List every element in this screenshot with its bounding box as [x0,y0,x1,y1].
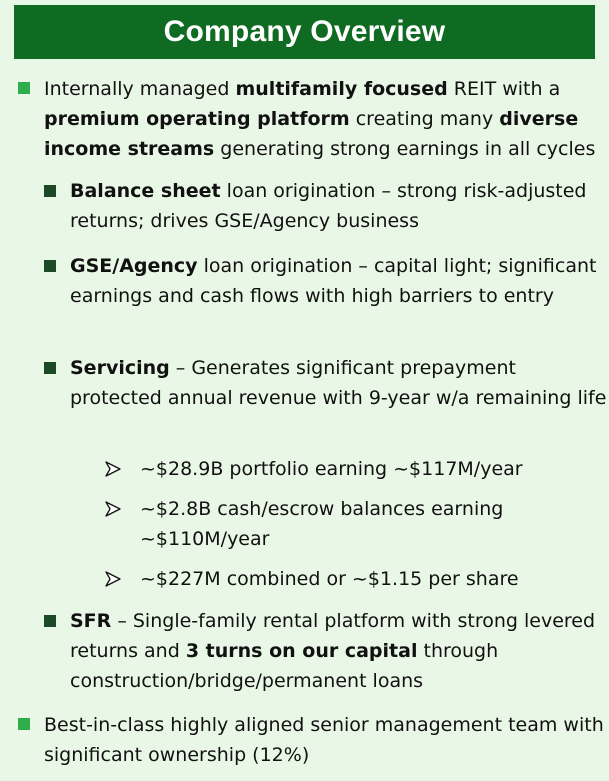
bold-segment: SFR [70,610,112,632]
bold-segment: premium operating platform [44,108,350,130]
text-segment: through construction/bridge/permanent loans [70,640,499,692]
bold-segment: diverse income streams [44,108,579,160]
bullet-square-icon [18,718,30,730]
page-title: Company Overview [163,15,446,48]
text-segment: loan origination – strong risk-adjusted returns; drives GSE/Agency business [70,180,587,232]
bullet-sfr [70,606,607,696]
bullet-square-icon [18,82,30,94]
bullet-gse-agency [70,251,607,311]
sub-bullet-square-icon [44,185,56,197]
bullet-management-team: Best-in-class highly aligned senior management team with significant ownership (12%) [44,714,604,766]
text-segment: generating strong earnings in all cycles [214,138,596,160]
arrowhead-bullet-icon [104,570,122,588]
sub-bullet-square-icon [44,260,56,272]
title-banner [14,5,595,59]
text-segment: Internally managed [44,78,236,100]
bullet-servicing [70,353,607,413]
servicing-sub-item: ~$2.8B cash/escrow balances earning ~$110M/year [140,498,504,550]
text-segment: loan origination – capital light; significant earnings and cash flows with high barriers to entry [70,255,597,307]
text-segment: REIT with a [447,78,561,100]
text-segment: creating many [349,108,500,130]
bold-segment: Balance sheet [70,180,221,202]
sub-bullet-square-icon [44,615,56,627]
bullet-balance-sheet [70,176,607,236]
bold-segment: GSE/Agency [70,255,198,277]
sub-bullet-square-icon [44,362,56,374]
arrowhead-bullet-icon [104,500,122,518]
bold-segment: Servicing [70,357,170,379]
servicing-sub-item: ~$28.9B portfolio earning ~$117M/year [140,458,523,480]
bold-segment: 3 turns on our capital [185,640,418,662]
arrowhead-bullet-icon [104,460,122,478]
text-segment: – Generates significant prepayment protected annual revenue with 9-year w/a remaining life [70,357,607,409]
servicing-sub-item: ~$227M combined or ~$1.15 per share [140,568,519,590]
bullet-company-description [44,74,606,164]
text-segment: – Single-family rental platform with strong levered returns and [70,610,596,662]
bold-segment: multifamily focused [235,78,448,100]
